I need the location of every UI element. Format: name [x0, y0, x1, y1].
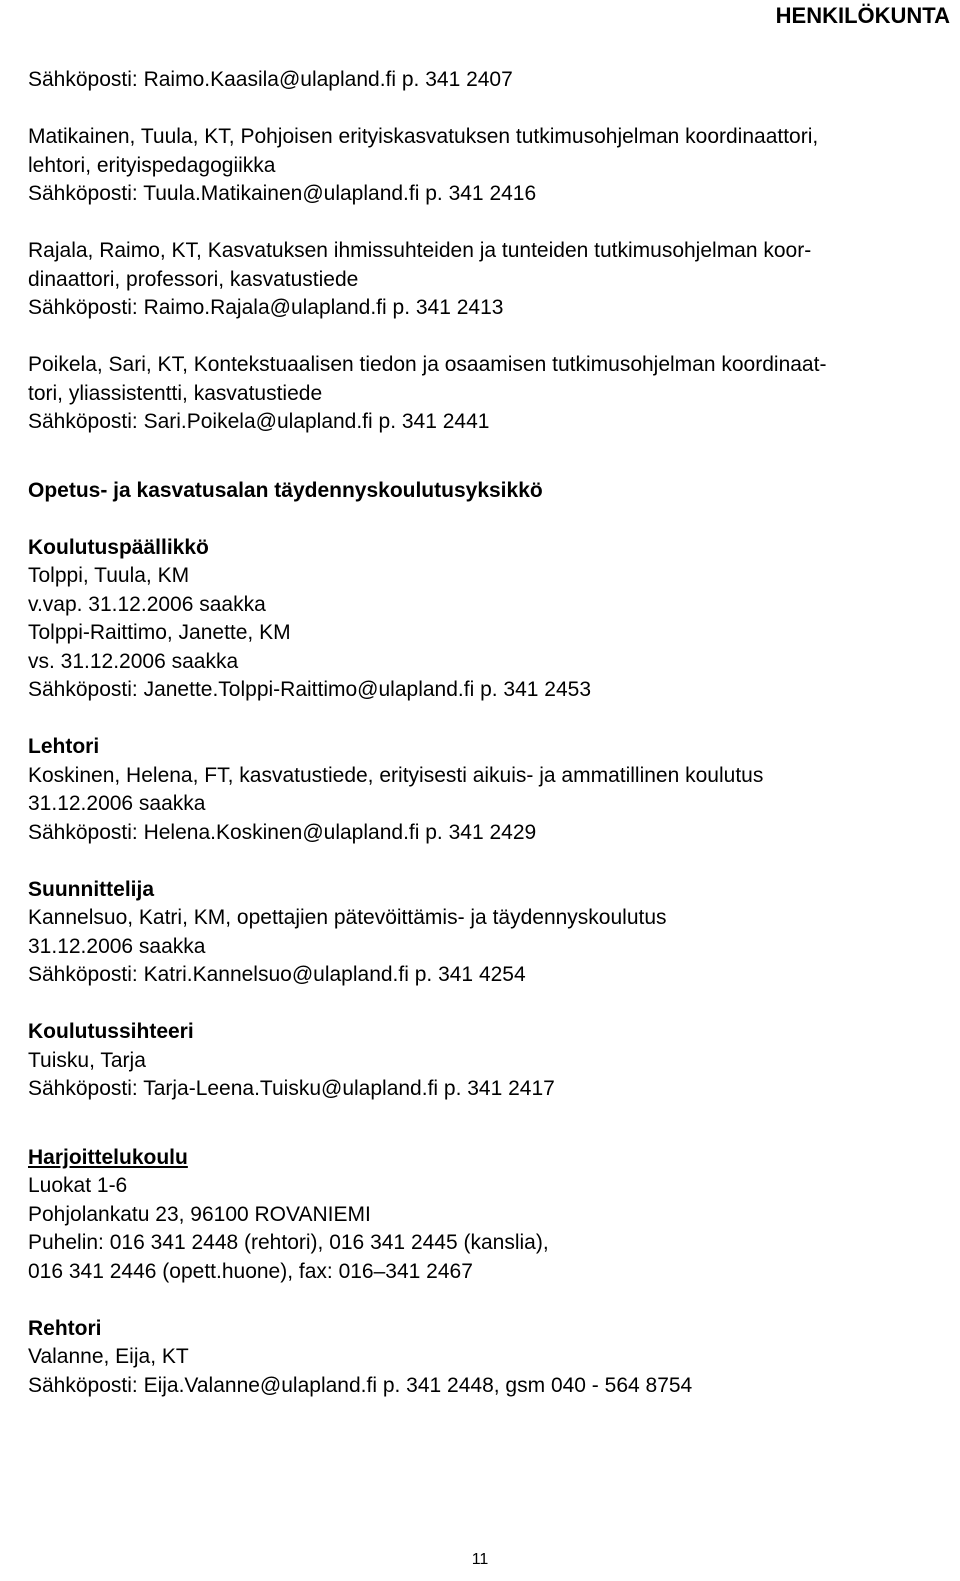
- section-heading: Suunnittelija: [28, 877, 154, 901]
- email-line: Sähköposti: Raimo.Rajala@ulapland.fi p. 341 2413: [28, 296, 504, 319]
- section-line: v.vap. 31.12.2006 saakka: [28, 592, 266, 616]
- section-heading: Koulutuspäällikkö: [28, 535, 209, 559]
- section-rehtori: [28, 1315, 948, 1401]
- section-line: Tolppi, Tuula, KM: [28, 564, 190, 587]
- section-line: 31.12.2006 saakka: [28, 792, 206, 815]
- staff-description: Poikela, Sari, KT, Kontekstuaalisen tiedon ja osaamisen tutkimusohjelman koordinaat-: [28, 353, 827, 376]
- staff-description: Rajala, Raimo, KT, Kasvatuksen ihmissuhteiden ja tunteiden tutkimusohjelman koor-: [28, 239, 812, 262]
- section-line: Tolppi-Raittimo, Janette, KM: [28, 621, 291, 644]
- school-title: Harjoittelukoulu: [28, 1145, 188, 1169]
- email-line: Sähköposti: Raimo.Kaasila@ulapland.fi p. 341 2407: [28, 68, 513, 91]
- staff-entry-rajala: [28, 237, 948, 323]
- section-heading: Koulutussihteeri: [28, 1020, 194, 1043]
- email-line: Sähköposti: Eija.Valanne@ulapland.fi p. 341 2448, gsm 040 - 564 8754: [28, 1373, 693, 1397]
- staff-entry-poikela: [28, 351, 948, 437]
- staff-description: lehtori, erityispedagogiikka: [28, 153, 276, 177]
- school-line: Luokat 1-6: [28, 1174, 128, 1197]
- staff-description: Matikainen, Tuula, KT, Pohjoisen erityiskasvatuksen tutkimusohjelman koordinaattori,: [28, 125, 819, 148]
- school-address: Pohjolankatu 23, 96100 ROVANIEMI: [28, 1202, 371, 1226]
- section-line: Tuisku, Tarja: [28, 1048, 146, 1072]
- section-line: Kannelsuo, Katri, KM, opettajien pätevöittämis- ja täydennyskoulutus: [28, 906, 667, 929]
- section-koulutussihteeri: [28, 1018, 948, 1104]
- staff-description: tori, yliassistentti, kasvatustiede: [28, 381, 323, 405]
- section-koulutuspaallikko: [28, 534, 948, 705]
- section-harjoittelukoulu: [28, 1144, 948, 1287]
- email-line: Sähköposti: Helena.Koskinen@ulapland.fi p. 341 2429: [28, 820, 537, 844]
- school-phone: Puhelin: 016 341 2448 (rehtori), 016 341 2445 (kanslia),: [28, 1231, 549, 1254]
- email-line: Sähköposti: Katri.Kannelsuo@ulapland.fi p. 341 4254: [28, 963, 526, 986]
- email-line: Sähköposti: Tarja-Leena.Tuisku@ulapland.fi p. 341 2417: [28, 1077, 555, 1100]
- section-heading: Rehtori: [28, 1316, 102, 1340]
- section-line: Koskinen, Helena, FT, kasvatustiede, erityisesti aikuis- ja ammatillinen koulutus: [28, 763, 764, 787]
- section-suunnittelija: [28, 876, 948, 990]
- page-header-title: HENKILÖKUNTA: [775, 3, 950, 28]
- email-line: Sähköposti: Sari.Poikela@ulapland.fi p. 341 2441: [28, 410, 490, 433]
- email-line: Sähköposti: Janette.Tolppi-Raittimo@ulapland.fi p. 341 2453: [28, 678, 592, 701]
- section-heading: Lehtori: [28, 735, 100, 758]
- email-line: Sähköposti: Tuula.Matikainen@ulapland.fi p. 341 2416: [28, 182, 537, 205]
- staff-entry-kaasila: [28, 66, 948, 95]
- section-line: 31.12.2006 saakka: [28, 934, 206, 958]
- document-body: [28, 66, 948, 1400]
- unit-title: Opetus- ja kasvatusalan täydennyskoulutusyksikkö: [28, 478, 543, 502]
- section-line: vs. 31.12.2006 saakka: [28, 649, 239, 673]
- page-number: 11: [471, 1551, 489, 1568]
- school-phone: 016 341 2446 (opett.huone), fax: 016–341 2467: [28, 1259, 473, 1283]
- staff-entry-matikainen: [28, 123, 948, 209]
- section-lehtori: [28, 733, 948, 847]
- staff-description: dinaattori, professori, kasvatustiede: [28, 267, 359, 291]
- section-line: Valanne, Eija, KT: [28, 1345, 189, 1368]
